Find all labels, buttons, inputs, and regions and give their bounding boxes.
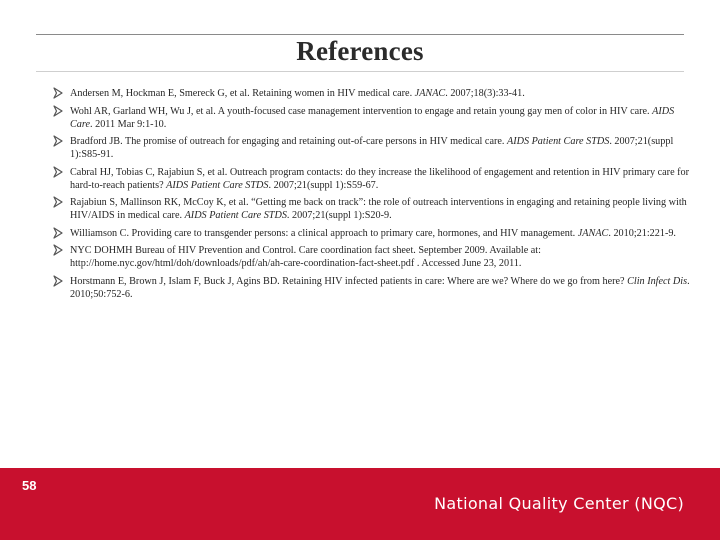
journal-name: JANAC bbox=[577, 227, 609, 239]
journal-name: AIDS Patient Care STDS bbox=[506, 136, 610, 147]
page-number: 58 bbox=[22, 478, 37, 493]
journal-name: JANAC bbox=[414, 88, 446, 99]
reference-volume: . 2007;21(suppl 1):S85-91. bbox=[70, 136, 674, 160]
reference-volume: . 2007;21(suppl 1):S20-9. bbox=[286, 210, 392, 221]
arrow-bullet-icon bbox=[53, 166, 65, 179]
reference-item bbox=[55, 196, 690, 222]
reference-citation: Williamson C. Providing care to transgender persons: a clinical approach to primary care, hormones, and HIV management. bbox=[70, 227, 578, 239]
reference-text bbox=[70, 166, 690, 192]
reference-item bbox=[55, 135, 690, 161]
arrow-bullet-icon bbox=[53, 275, 65, 288]
reference-text bbox=[70, 135, 690, 161]
reference-citation: Horstmann E, Brown J, Islam F, Buck J, Agins BD. Retaining HIV infected patients in care: Where are we? Where do we go from here? bbox=[70, 275, 628, 287]
reference-volume: . 2007;21(suppl 1):S59-67. bbox=[268, 179, 379, 191]
journal-name: AIDS Patient Care STDS bbox=[184, 210, 287, 221]
top-divider bbox=[36, 34, 684, 35]
journal-name: AIDS Patient Care STDS bbox=[166, 179, 269, 191]
reference-text bbox=[70, 227, 690, 240]
reference-citation: NYC DOHMH Bureau of HIV Prevention and Control. Care coordination fact sheet. September 2009. Available at: http://home.nyc.gov/html/doh/downloads/pdf/ah/ah-care-coordination-fact-sheet.pdf . Accessed June 23, 2011. bbox=[70, 245, 541, 269]
arrow-bullet-icon bbox=[53, 196, 65, 209]
arrow-bullet-icon bbox=[53, 244, 65, 257]
reference-volume: . 2010;50:752-6. bbox=[70, 275, 690, 300]
arrow-bullet-icon bbox=[53, 135, 65, 148]
reference-text bbox=[70, 244, 690, 270]
reference-item bbox=[55, 166, 690, 192]
reference-text bbox=[70, 87, 690, 100]
reference-text bbox=[70, 275, 690, 301]
reference-citation: Andersen M, Hockman E, Smereck G, et al. Retaining women in HIV medical care. bbox=[70, 88, 415, 99]
arrow-bullet-icon bbox=[53, 227, 65, 240]
page-title: References bbox=[296, 36, 424, 66]
reference-volume: . 2007;18(3):33-41. bbox=[445, 88, 525, 99]
reference-volume: . 2011 Mar 9:1-10. bbox=[90, 118, 167, 130]
journal-name: Clin Infect Dis bbox=[627, 275, 688, 287]
reference-item bbox=[55, 227, 690, 240]
reference-text bbox=[70, 105, 690, 131]
reference-list bbox=[55, 87, 690, 305]
organization-logo-text: National Quality Center (NQC) bbox=[434, 494, 684, 513]
reference-item bbox=[55, 87, 690, 100]
arrow-bullet-icon bbox=[53, 87, 65, 100]
reference-citation: Cabral HJ, Tobias C, Rajabiun S, et al. Outreach program contacts: do they increase the likelihood of engagement and retention in HIV primary care for hard-to-reach patients? bbox=[70, 166, 690, 191]
arrow-bullet-icon bbox=[53, 105, 65, 118]
reference-item bbox=[55, 105, 690, 131]
reference-citation: Bradford JB. The promise of outreach for engaging and retaining out-of-care persons in HIV medical care. bbox=[70, 136, 507, 147]
journal-name: AIDS Care bbox=[70, 105, 675, 130]
reference-text bbox=[70, 196, 690, 222]
reference-item bbox=[55, 275, 690, 301]
reference-volume: . 2010;21:221-9. bbox=[608, 227, 676, 239]
reference-item bbox=[55, 244, 690, 270]
reference-citation: Wohl AR, Garland WH, Wu J, et al. A youth-focused case management intervention to engage and retain young gay men of color in HIV care. bbox=[70, 105, 653, 117]
reference-citation: Rajabiun S, Mallinson RK, McCoy K, et al. “Getting me back on track”: the role of outreach interventions in engaging and retaining people living with HIV/AIDS in medical care. bbox=[70, 197, 687, 221]
title-divider bbox=[36, 71, 684, 72]
